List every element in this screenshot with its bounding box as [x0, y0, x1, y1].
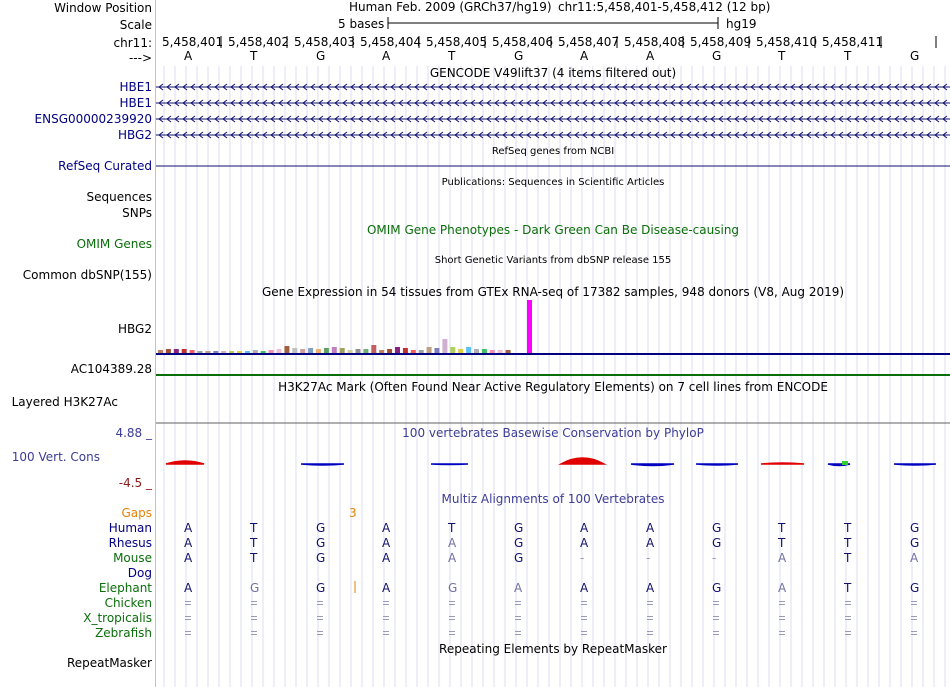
gtex-bar: [269, 350, 274, 353]
alignment-base: G: [316, 521, 326, 535]
gtex-bar: [490, 350, 495, 353]
gtex-bar: [292, 348, 297, 353]
genome-base: T: [844, 49, 852, 63]
coordinate-label: 5,458,409: [690, 35, 752, 49]
position-title: chr11:5,458,401-5,458,412 (12 bp): [558, 0, 771, 14]
genome-base: A: [382, 49, 391, 63]
alignment-base: G: [910, 581, 920, 595]
repeatmasker-track-title[interactable]: Repeating Elements by RepeatMasker: [439, 642, 667, 656]
publications-track-title[interactable]: Publications: Sequences in Scientific Articles: [441, 177, 665, 188]
alignment-base: A: [778, 581, 787, 595]
alignment-base: A: [580, 536, 589, 550]
gtex-bar: [253, 350, 258, 353]
alignment-base: A: [448, 536, 457, 550]
gtex-bar: [419, 350, 424, 353]
alignment-base: A: [646, 521, 655, 535]
gtex-bar: [435, 348, 440, 353]
scale-label: Scale: [119, 18, 152, 32]
gtex-bar: [482, 349, 487, 353]
alignment-base: A: [514, 581, 523, 595]
strand-arrow-label: --->: [128, 51, 152, 65]
genome-base: A: [580, 49, 589, 63]
alignment-base: T: [844, 551, 852, 565]
conservation-mark: [842, 461, 848, 465]
gtex-bar: [245, 351, 250, 353]
alignment-base: A: [184, 581, 193, 595]
alignment-base: G: [514, 536, 524, 550]
alignment-base: G: [316, 536, 326, 550]
alignment-base: T: [448, 521, 456, 535]
coordinate-label: 5,458,408: [624, 35, 686, 49]
genome-base: G: [712, 49, 722, 63]
dbsnp-label[interactable]: Common dbSNP(155): [22, 268, 152, 282]
species-x-tropicalis[interactable]: X_tropicalis: [83, 611, 152, 625]
cons-min-label: -4.5 _: [118, 476, 152, 490]
gene-label-ensg[interactable]: ENSG00000239920: [34, 112, 152, 126]
species-dog[interactable]: Dog: [127, 566, 152, 580]
alignment-base: A: [184, 551, 193, 565]
coordinate-label: 5,458,405: [426, 35, 488, 49]
alignment-base: A: [646, 536, 655, 550]
gtex-bar: [308, 348, 313, 353]
gaps-label[interactable]: Gaps: [121, 506, 152, 520]
gtex-bar: [411, 350, 416, 353]
alignment-base: T: [844, 581, 852, 595]
alignment-base: G: [712, 536, 722, 550]
gtex-bar: [190, 350, 195, 353]
coordinate-label: 5,458,406: [492, 35, 554, 49]
gtex-bar: [237, 351, 242, 353]
coordinate-label: 5,458,411: [822, 35, 884, 49]
dbsnp-track-title[interactable]: Short Genetic Variants from dbSNP release 155: [434, 255, 672, 266]
conservation-wiggle: [166, 461, 204, 464]
h3k27ac-label[interactable]: Layered H3K27Ac: [11, 395, 118, 409]
gtex-bar: [498, 350, 503, 353]
genome-base: A: [184, 49, 193, 63]
alignment-base: A: [910, 551, 919, 565]
cons-max-label: 4.88 _: [115, 426, 152, 440]
data-graphics: [156, 0, 950, 687]
h3k27ac-track-title[interactable]: H3K27Ac Mark (Often Found Near Active Regulatory Elements) on 7 cell lines from ENCODE: [278, 380, 828, 394]
alignment-base: A: [184, 521, 193, 535]
species-elephant[interactable]: Elephant: [98, 581, 152, 595]
gtex-bar: [348, 350, 353, 353]
gtex-bar: [371, 345, 376, 353]
refseq-track-title[interactable]: RefSeq genes from NCBI: [491, 146, 615, 157]
cons-track-label[interactable]: 100 Vert. Cons: [11, 450, 100, 464]
gtex-bar: [277, 349, 282, 353]
alignment-base: A: [646, 581, 655, 595]
sequences-label[interactable]: Sequences: [86, 190, 152, 204]
alignment-base: A: [382, 581, 391, 595]
repeatmasker-label[interactable]: RepeatMasker: [66, 656, 152, 670]
alignment-base: T: [778, 521, 786, 535]
coordinate-label: 5,458,407: [558, 35, 620, 49]
conservation-wiggle: [431, 464, 468, 465]
genome-base: T: [250, 49, 258, 63]
scale-text: 5 bases: [338, 17, 385, 31]
gtex-bar: [474, 349, 479, 353]
gencode-track-title[interactable]: GENCODE V49lift37 (4 items filtered out): [429, 66, 677, 80]
assembly-title: Human Feb. 2009 (GRCh37/hg19): [349, 0, 552, 14]
gtex-bar: [395, 347, 400, 353]
gtex-bar: [158, 350, 163, 353]
coordinate-label: 5,458,401: [162, 35, 224, 49]
gtex-bar: [316, 349, 321, 353]
gtex-bar: [340, 348, 345, 353]
gtex-bar: [363, 349, 368, 353]
species-zebrafish[interactable]: Zebrafish: [95, 626, 152, 640]
alignment-base: G: [514, 521, 524, 535]
gtex-bar: [284, 346, 289, 353]
alignment-base: G: [910, 536, 920, 550]
gtex-bar: [324, 348, 329, 353]
gene-label-hbe1[interactable]: HBE1: [119, 80, 152, 94]
alignment-base: -: [580, 551, 585, 565]
gtex-bar: [379, 350, 384, 353]
alignment-base: T: [844, 536, 852, 550]
gtex-bar: [205, 351, 210, 353]
gtex-bar: [221, 351, 226, 353]
gtex-bar: [506, 350, 511, 353]
alignment-base: -: [712, 551, 717, 565]
alignment-base: G: [316, 551, 326, 565]
alignment-base: A: [778, 551, 787, 565]
conservation-wiggle: [631, 464, 674, 466]
gtex-bar: [450, 347, 455, 353]
gtex-bar: [213, 351, 218, 353]
coordinate-label: 5,458,403: [294, 35, 356, 49]
gene-label-hbe1-2[interactable]: HBE1: [119, 96, 152, 110]
alignment-base: T: [844, 521, 852, 535]
gtex-bar: [442, 339, 447, 353]
alignment-base: A: [580, 521, 589, 535]
species-human[interactable]: Human: [108, 521, 152, 535]
alignment-base: G: [316, 581, 326, 595]
gtex-bar: [458, 349, 463, 353]
alignment-base: A: [184, 536, 193, 550]
alignment-base: G: [910, 521, 920, 535]
track-labels-panel: [0, 0, 154, 687]
chrom-label: chr11:: [113, 36, 152, 50]
alignment-base: G: [712, 521, 722, 535]
coordinate-label: 5,458,402: [228, 35, 290, 49]
gtex-bar: [332, 347, 337, 353]
gtex-bar: [261, 351, 266, 353]
browser-image-panel[interactable]: [156, 0, 950, 687]
gtex-bar: [356, 349, 361, 353]
gtex-bar: [403, 348, 408, 353]
omim-track-title[interactable]: OMIM Gene Phenotypes - Dark Green Can Be Disease-causing: [366, 223, 740, 237]
gtex-bar: [427, 347, 432, 353]
window-position-label: Window Position: [54, 1, 152, 15]
gtex-track-title[interactable]: Gene Expression in 54 tissues from GTEx RNA-seq of 17382 samples, 948 donors (V8, Aug 2019): [261, 285, 845, 299]
genome-base: G: [316, 49, 326, 63]
gtex-bar: [166, 349, 171, 353]
omim-genes-label[interactable]: OMIM Genes: [76, 237, 152, 251]
alignment-base: G: [712, 581, 722, 595]
alignment-base: T: [250, 551, 258, 565]
alignment-base: G: [448, 581, 458, 595]
genome-base: T: [448, 49, 456, 63]
conservation-wiggle: [561, 458, 604, 464]
genome-base: A: [646, 49, 655, 63]
snps-label[interactable]: SNPs: [122, 206, 152, 220]
scale-db: hg19: [726, 17, 757, 31]
gaps-value: 3: [349, 506, 357, 520]
gtex-gene-label[interactable]: HBG2: [118, 322, 152, 336]
gtex-bar: [229, 351, 234, 353]
gene-label-hbg2[interactable]: HBG2: [118, 128, 152, 142]
gtex-bar: [387, 349, 392, 353]
conservation-wiggle: [696, 464, 738, 465]
alignment-base: A: [382, 521, 391, 535]
alignment-base: A: [382, 551, 391, 565]
gtex-bar: [466, 347, 471, 353]
coordinate-label: 5,458,404: [360, 35, 422, 49]
genome-base: T: [778, 49, 786, 63]
alignment-base: A: [448, 551, 457, 565]
species-mouse[interactable]: Mouse: [113, 551, 152, 565]
alignment-base: G: [250, 581, 260, 595]
conservation-track-title[interactable]: 100 vertebrates Basewise Conservation by PhyloP: [402, 426, 704, 440]
genome-base: G: [514, 49, 524, 63]
genome-base: G: [910, 49, 920, 63]
alignment-base: A: [382, 536, 391, 550]
gtex-bar: [174, 349, 179, 353]
ac104389-label[interactable]: AC104389.28: [70, 362, 152, 376]
multiz-track-title[interactable]: Multiz Alignments of 100 Vertebrates: [441, 492, 665, 506]
gtex-bar: [198, 351, 203, 353]
species-chicken[interactable]: Chicken: [104, 596, 152, 610]
conservation-wiggle: [894, 464, 936, 465]
alignment-base: G: [514, 551, 524, 565]
refseq-curated-label[interactable]: RefSeq Curated: [58, 159, 152, 173]
conservation-wiggle: [301, 464, 344, 465]
conservation-wiggle: [761, 463, 804, 464]
gtex-bar: [182, 349, 187, 353]
alignment-base: T: [250, 521, 258, 535]
gtex-bar: [300, 349, 305, 353]
alignment-base: T: [778, 536, 786, 550]
alignment-base: T: [250, 536, 258, 550]
alignment-base: -: [646, 551, 651, 565]
species-rhesus[interactable]: Rhesus: [108, 536, 152, 550]
alignment-base: A: [580, 581, 589, 595]
gtex-bar-peak: [527, 300, 532, 353]
coordinate-label: 5,458,410: [756, 35, 818, 49]
